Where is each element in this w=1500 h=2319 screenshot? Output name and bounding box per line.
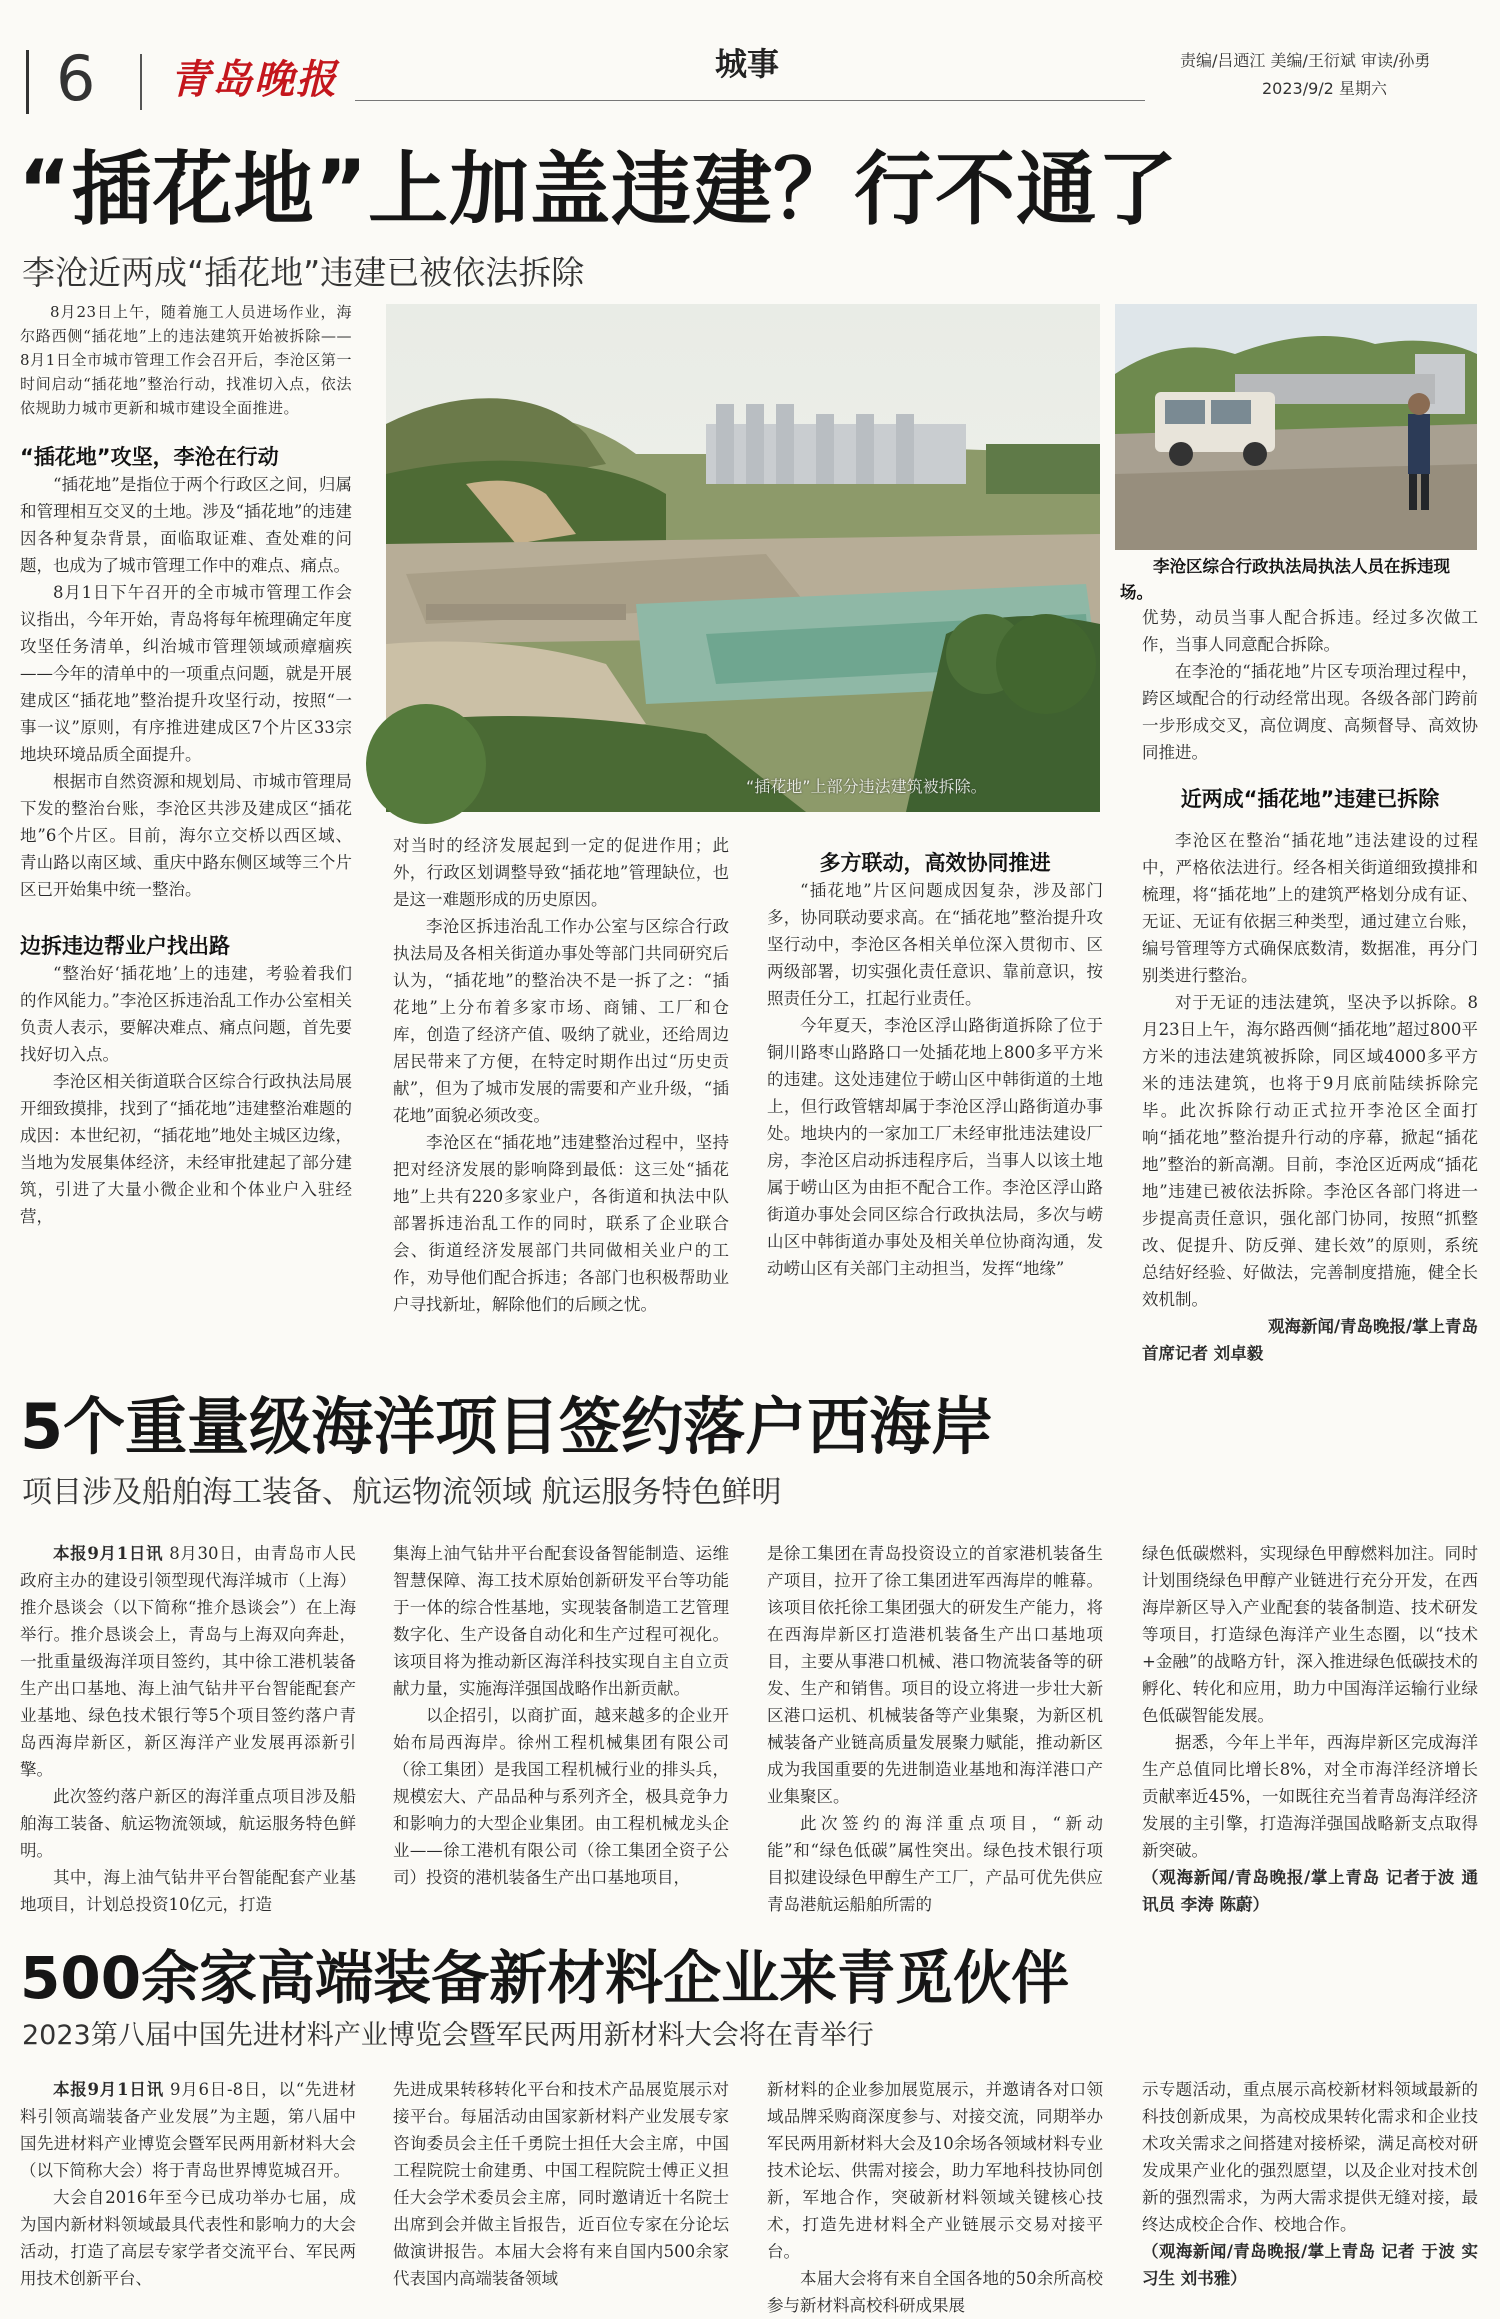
article1-byline: 观海新闻/青岛晚报/掌上青岛 bbox=[1267, 1317, 1478, 1336]
article2-column-2 bbox=[393, 1540, 729, 1920]
article1-small-photo-caption: 李沧区综合行政执法局执法人员在拆违现场。 bbox=[1120, 557, 1450, 602]
article3-headline: 500余家高端装备新材料企业来青觅伙伴 bbox=[20, 1944, 1070, 2012]
article3-lead-text: 9月6日-8日，以“先进材料引领高端装备产业发展”为主题，第八届中国先进材料产业博览会暨军民两用新材料大会（以下简称大会）将于青岛世界博览城召开。 bbox=[20, 2080, 356, 2180]
article2-reporter: 记者于波 通讯员 李涛 陈蔚） bbox=[1142, 1868, 1478, 1914]
article1-column-2 bbox=[393, 832, 729, 1366]
page-number: 6 bbox=[56, 42, 96, 115]
article1-column-4 bbox=[1142, 604, 1478, 1366]
article1-lead: 8月23日上午，随着施工人员进场作业，海尔路西侧“插花地”上的违法建筑开始被拆除——8月1日全市城市管理工作会召开后，李沧区第一时间启动“插花地”整治行动，找准切入点，依法依规助力城市更新和城市建设全面推进。 bbox=[20, 303, 352, 417]
article1-headline: “插花地”上加盖违建？行不通了 bbox=[18, 143, 1179, 236]
article1-subhead-4: 近两成“插花地”违建已拆除 bbox=[1180, 787, 1440, 811]
article3-deck: 2023第八届中国先进材料产业博览会暨军民两用新材料大会将在青举行 bbox=[22, 2020, 874, 2051]
article1-paragraph: 李沧区在整治“插花地”违法建设的过程中，严格依法进行。经各相关街道细致摸排和梳理，将“插花地”上的建筑严格划分成有证、无证、无证有依据三种类型，通过建立台账，编号管理等方式确保底数清，数据准，再分门别类进行整治。 bbox=[1142, 831, 1478, 985]
masthead-rule bbox=[355, 100, 1145, 101]
article1-reporter: 首席记者 刘卓毅 bbox=[1142, 1344, 1264, 1363]
article1-paragraph: 李沧区在“插花地”违建整治过程中，坚持把对经济发展的影响降到最低：这三处“插花地”上共有220多家业户，各街道和执法中队部署拆违治乱工作的同时，联系了企业联合会、街道经济发展部门共同做相关业户的工作，劝导他们配合拆违；各部门也积极帮助业户寻找新址，解除他们的后顾之忧。 bbox=[393, 1133, 729, 1314]
article3-paragraph: 示专题活动，重点展示高校新材料领域最新的科技创新成果，为高校成果转化需求和企业技术攻关需求之间搭建对接桥梁，满足高校对研发成果产业化的强烈愿望，以及企业对技术创新的强烈需求，为两大需求提供无缝对接，最终达成校企合作、校地合作。 bbox=[1142, 2080, 1478, 2234]
article3-lead bbox=[20, 2076, 356, 2184]
article1-paragraph: 在李沧的“插花地”片区专项治理过程中，跨区域配合的行动经常出现。各级各部门跨前一步形成交叉，高位调度、高频督导、高效协同推进。 bbox=[1142, 662, 1478, 762]
article1-subhead-1: “插花地”攻坚，李沧在行动 bbox=[20, 445, 279, 469]
article2-column-1 bbox=[20, 1540, 356, 1920]
article1-paragraph: “插花地”是指位于两个行政区之间，归属和管理相互交叉的土地。涉及“插花地”的违建因各种复杂背景，面临取证难、查处难的问题，也成为了城市管理工作中的难点、痛点。 bbox=[20, 475, 352, 575]
article1-paragraph: 今年夏天，李沧区浮山路街道拆除了位于铜川路枣山路路口一处插花地上800多平方米的违建。这处违建位于崂山区中韩街道的土地上，但行政管辖却属于李沧区浮山路街道办事处。地块内的一家加工厂未经审批违法建设厂房，李沧区启动拆违程序后，当事人以该土地属于崂山区为由拒不配合工作。李沧区浮山路街道办事处会同区综合行政执法局，多次与崂山区中韩街道办事处及相关单位协商沟通，发动崂山区有关部门主动担当，发挥“地缘” bbox=[767, 1016, 1103, 1278]
article1-column-1 bbox=[20, 300, 352, 1366]
article3-column-1 bbox=[20, 2076, 356, 2304]
article2-deck: 项目涉及船舶海工装备、航运物流领域 航运服务特色鲜明 bbox=[22, 1475, 782, 1510]
article1-paragraph: 根据市自然资源和规划局、市城市管理局下发的整治台账，李沧区共涉及建成区“插花地”6个片区。目前，海尔立交桥以西区域、青山路以南区域、重庆中路东侧区域等三个片区已开始集中统一整治。 bbox=[20, 772, 352, 899]
masthead-left-bar bbox=[26, 50, 29, 114]
paper-name-logo: 青岛晚报 bbox=[170, 56, 338, 103]
article1-main-photo bbox=[386, 304, 1100, 812]
article1-paragraph: 李沧区拆违治乱工作办公室与区综合行政执法局及各相关街道办事处等部门共同研究后认为，“插花地”的整治决不是一拆了之：“插花地”上分布着多家市场、商铺、工厂和仓库，创造了经济产值、吸纳了就业，还给周边居民带来了方便，在特定时期作出过“历史贡献”，但为了城市发展的需要和产业升级，“插花地”面貌必须改变。 bbox=[393, 917, 729, 1125]
article1-paragraph: 优势，动员当事人配合拆违。经过多次做工作，当事人同意配合拆除。 bbox=[1142, 608, 1478, 654]
article2-paragraph: 据悉，今年上半年，西海岸新区完成海洋生产总值同比增长8%，对全市海洋经济增长贡献率近45%，一如既往充当着青岛海洋经济发展的主引擎，打造海洋强国战略新支点取得新突破。 bbox=[1142, 1733, 1478, 1860]
article3-column-3 bbox=[767, 2076, 1103, 2315]
article3-byline-line bbox=[1142, 2238, 1478, 2292]
editors-credit: 责编/吕迺江 美编/王衍斌 审读/孙勇 bbox=[1180, 51, 1431, 70]
masthead-divider bbox=[140, 54, 142, 110]
article1-byline-line bbox=[1142, 1313, 1478, 1340]
article1-paragraph: 对于无证的违法建筑，坚决予以拆除。8月23日上午，海尔路西侧“插花地”超过800平方米的违法建筑被拆除，同区域4000多平方米的违法建筑，也将于9月底前陆续拆除完毕。此次拆除行动正式拉开李沧区全面打响“插花地”整治提升行动的序幕，掀起“插花地”整治的新高潮。目前，李沧区近两成“插花地”违建已被依法拆除。李沧区各部门将进一步提高责任意识，强化部门协同，按照“抓整改、促提升、防反弹、建长效”的原则，系统总结好经验、好做法，完善制度措施，健全长效机制。 bbox=[1142, 993, 1478, 1309]
article1-subhead-2: 边拆违边帮业户找出路 bbox=[20, 934, 230, 958]
article2-paragraph: 此次签约落户新区的海洋重点项目涉及船舶海工装备、航运物流领域，航运服务特色鲜明。 bbox=[20, 1787, 356, 1860]
article1-subhead-3: 多方联动，高效协同推进 bbox=[819, 851, 1051, 875]
article3-lead-tag: 本报9月1日讯 bbox=[53, 2080, 164, 2099]
article2-headline: 5个重量级海洋项目签约落户西海岸 bbox=[20, 1390, 994, 1463]
article1-paragraph: 对当时的经济发展起到一定的促进作用；此外，行政区划调整导致“插花地”管理缺位，也是这一难题形成的历史原因。 bbox=[393, 836, 729, 909]
article1-column-3 bbox=[767, 842, 1103, 1366]
masthead bbox=[0, 0, 1500, 120]
article3-paragraph: 新材料的企业参加展览展示，并邀请各对口领域品牌采购商深度参与、对接交流，同期举办军民两用新材料大会及10余场各领域材料专业技术论坛、供需对接会，助力军地科技协同创新，军地合作，突破新材料领域关键核心技术，打造先进材料全产业链展示交易对接平台。 bbox=[767, 2080, 1103, 2261]
article3-paragraph: 先进成果转移转化平台和技术产品展览展示对接平台。每届活动由国家新材料产业发展专家咨询委员会主任千勇院士担任大会主席，中国工程院院士俞建勇、中国工程院院士傅正义担任大会学术委员会主席，同时邀请近十名院士出席到会并做主旨报告，近百位专家在分论坛做演讲报告。本届大会将有来自国内500余家代表国内高端装备领域 bbox=[393, 2080, 729, 2288]
article2-paragraph: 以企招引，以商扩面，越来越多的企业开始布局西海岸。徐州工程机械集团有限公司（徐工集团）是我国工程机械行业的排头兵，规模宏大、产品品种与系列齐全，极具竞争力和影响力的大型企业集团。由工程机械龙头企业——徐工港机有限公司（徐工集团全资子公司）投资的港机装备生产出口基地项目， bbox=[393, 1706, 729, 1887]
article2-paragraph: 其中，海上油气钻井平台智能配套产业基地项目，计划总投资10亿元，打造 bbox=[20, 1868, 356, 1914]
article1-paragraph: 李沧区相关街道联合区综合行政执法局展开细致摸排，找到了“插花地”违建整治难题的成因：本世纪初，“插花地”地处主城区边缘，当地为发展集体经济，未经审批建起了部分建筑，引进了大量小微企业和个体业户入驻经营， bbox=[20, 1072, 352, 1226]
article1-deck: 李沧近两成“插花地”违建已被依法拆除 bbox=[22, 253, 585, 292]
article2-paragraph: 此次签约的海洋重点项目，“新动能”和“绿色低碳”属性突出。绿色技术银行项目拟建设绿色甲醇生产工厂，产品可优先供应青岛港航运船舶所需的 bbox=[767, 1814, 1103, 1914]
article2-paragraph: 是徐工集团在青岛投资设立的首家港机装备生产项目，拉开了徐工集团进军西海岸的帷幕。该项目依托徐工集团强大的研发生产能力，将在西海岸新区打造港机装备生产出口基地项目，主要从事港口机械、港口物流装备等的研发、生产和销售。项目的设立将进一步壮大新区港口运机、机械装备等产业集聚，为新区机械装备产业链高质量发展聚力赋能，推动新区成为我国重要的先进制造业基地和海洋港口产业集聚区。 bbox=[767, 1544, 1103, 1806]
article2-byline: （观海新闻/青岛晚报/掌上青岛 bbox=[1142, 1868, 1380, 1887]
article2-lead-tag: 本报9月1日讯 bbox=[53, 1544, 164, 1563]
article3-column-4 bbox=[1142, 2076, 1478, 2304]
construction-site-image bbox=[386, 304, 1100, 812]
article1-paragraph: “整治好‘插花地’上的违建，考验着我们的作风能力。”李沧区拆违治乱工作办公室相关负责人表示，要解决难点、痛点问题，首先要找好切入点。 bbox=[20, 964, 352, 1064]
article3-reporter: 记者 于波 实习生 刘书雅） bbox=[1142, 2242, 1478, 2288]
article3-byline: （观海新闻/青岛晚报/掌上青岛 bbox=[1142, 2242, 1376, 2261]
article3-paragraph: 本届大会将有来自全国各地的50余所高校参与新材料高校科研成果展 bbox=[767, 2269, 1103, 2315]
article2-column-3 bbox=[767, 1540, 1103, 1920]
article1-reporter-line bbox=[1142, 1340, 1478, 1367]
article1-paragraph: 8月1日下午召开的全市城市管理工作会议指出，今年开始，青岛将每年梳理确定年度攻坚任务清单，纠治城市管理领域顽瘴痼疾——今年的清单中的一项重点问题，就是开展建成区“插花地”整治提升攻坚行动，按照“一事一议”原则，有序推进建成区7个片区33宗地块环境品质全面提升。 bbox=[20, 583, 352, 764]
photo-watermark-caption: “插花地”上部分违法建筑被拆除。 bbox=[746, 777, 987, 796]
article1-paragraph: “插花地”片区问题成因复杂，涉及部门多，协同联动要求高。在“插花地”整治提升攻坚行动中，李沧区各相关单位深入贯彻市、区两级部署，切实强化责任意识、靠前意识，按照责任分工，扛起行业责任。 bbox=[767, 881, 1103, 1008]
article2-lead-text: 8月30日，由青岛市人民政府主办的建设引领型现代海洋城市（上海）推介恳谈会（以下简称“推介恳谈会”）在上海举行。推介恳谈会上，青岛与上海双向奔赴，一批重量级海洋项目签约，其中徐工港机装备生产出口基地、海上油气钻井平台智能配套产业基地、绿色技术银行等5个项目签约落户青岛西海岸新区，新区海洋产业发展再添新引擎。 bbox=[20, 1544, 357, 1779]
article1-small-photo bbox=[1115, 304, 1477, 550]
article3-paragraph: 大会自2016年至今已成功举办七届，成为国内新材料领域最具代表性和影响力的大会活动，打造了高层专家学者交流平台、军民两用技术创新平台、 bbox=[20, 2188, 356, 2288]
article2-column-4 bbox=[1142, 1540, 1478, 1920]
article2-lead bbox=[20, 1540, 356, 1783]
article2-byline-line bbox=[1142, 1864, 1478, 1918]
enforcement-officer-image bbox=[1115, 304, 1477, 550]
article2-paragraph: 绿色低碳燃料，实现绿色甲醇燃料加注。同时计划围绕绿色甲醇产业链进行充分开发，在西海岸新区导入产业配套的装备制造、技术研发等项目，打造绿色海洋产业生态圈，以“技术+金融”的战略方针，深入推进绿色低碳技术的孵化、转化和应用，助力中国海洋运输行业绿色低碳智能发展。 bbox=[1142, 1544, 1478, 1725]
article3-column-2 bbox=[393, 2076, 729, 2304]
section-title: 城事 bbox=[715, 45, 780, 83]
issue-date: 2023/9/2 星期六 bbox=[1262, 79, 1387, 98]
article2-paragraph: 集海上油气钻井平台配套设备智能制造、运维智慧保障、海工技术原始创新研发平台等功能于一体的综合性基地，实现装备制造工艺管理数字化、生产设备自动化和生产过程可视化。该项目将为推动新区海洋科技实现自主自立贡献力量，实施海洋强国战略作出新贡献。 bbox=[393, 1544, 729, 1698]
